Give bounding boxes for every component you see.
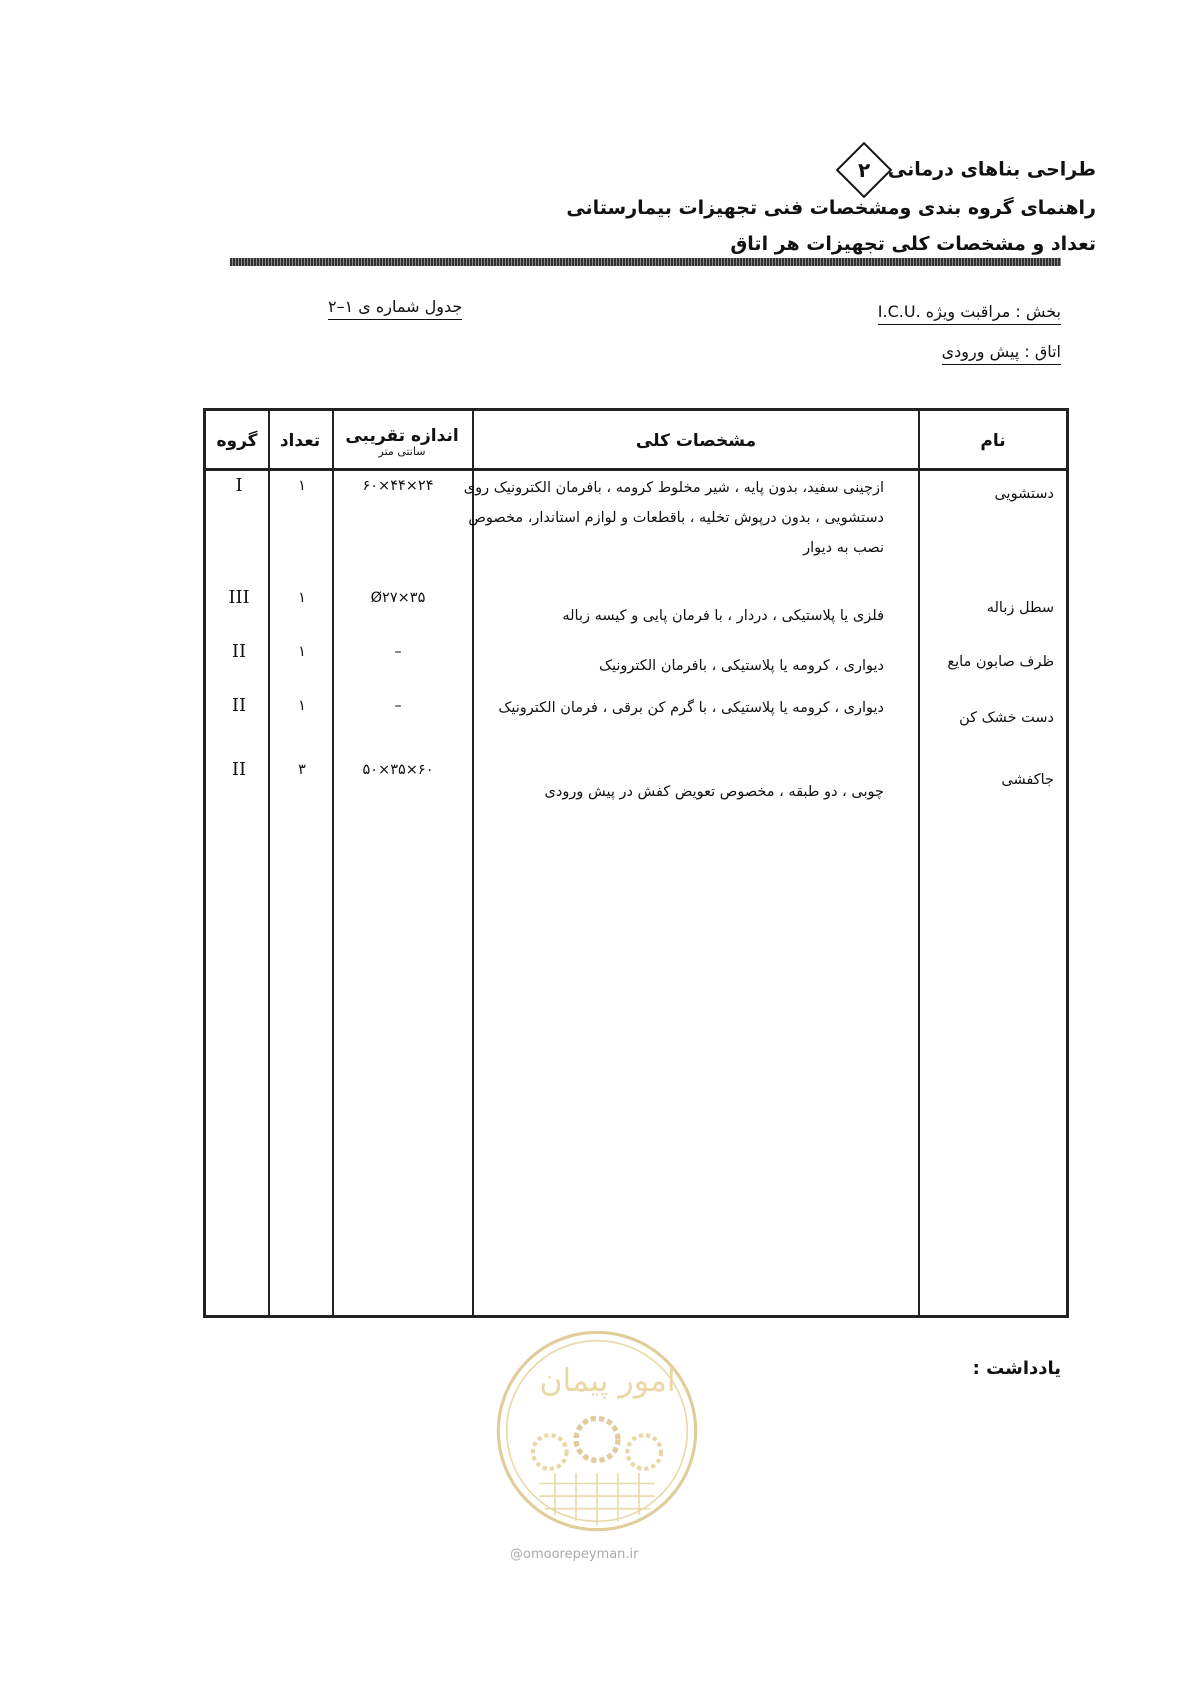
row-2-name: سطل زباله xyxy=(986,600,1054,616)
table-number: جدول شماره ی ۱–۲ xyxy=(328,297,462,316)
title-prefix: طراحی بناهای درمانی xyxy=(887,158,1096,181)
row-1-size: ۶۰×۴۴×۲۴ xyxy=(362,478,434,494)
room-label: اتاق : پیش ورودی xyxy=(942,342,1061,361)
row-5-group: II xyxy=(231,759,247,780)
row-4-spec: دیواری ، کرومه یا پلاستیکی ، با گرم کن برقی ، فرمان الکترونیک xyxy=(498,700,884,716)
row-3-size: – xyxy=(394,644,402,660)
row-2-qty: ۱ xyxy=(298,590,306,606)
row-4-qty: ۱ xyxy=(298,698,306,714)
row-3-qty: ۱ xyxy=(298,644,306,660)
row-2-spec: فلزی یا پلاستیکی ، دردار ، با فرمان پایی و کیسه زباله xyxy=(562,608,884,624)
document-subtitle: راهنمای گروه بندی ومشخصات فنی تجهیزات بیمارستانی xyxy=(566,197,1096,219)
header-qty: تعداد xyxy=(279,431,321,451)
row-4-name: دست خشک کن xyxy=(959,710,1054,726)
table-header-row xyxy=(206,411,1066,471)
row-1-spec: ازچینی سفید، بدون پایه ، شیر مخلوط کرومه ، بافرمان الکترونیک روی دستشویی ، بدون درپوش تخلیه ، باقطعات و لوازم استاندار، مخصوص نصب به دیوار xyxy=(463,480,884,556)
document-title xyxy=(336,150,1096,190)
row-4-size: – xyxy=(394,698,402,714)
header-name: نام xyxy=(980,431,1006,451)
row-3-name: ظرف صابون مایع xyxy=(947,654,1054,670)
row-1-group: I xyxy=(235,475,243,496)
watermark-stamp xyxy=(492,1326,702,1536)
watermark-website: @omoorepeyman.ir xyxy=(510,1547,639,1562)
document-header xyxy=(336,150,1096,262)
header-divider xyxy=(230,258,1061,266)
row-4-group: II xyxy=(231,695,247,716)
equipment-table xyxy=(203,408,1069,1318)
header-spec: مشخصات کلی xyxy=(635,431,757,451)
row-5-qty: ۳ xyxy=(298,762,306,778)
column-divider xyxy=(268,411,270,1315)
row-2-group: III xyxy=(228,587,250,608)
row-1-name: دستشویی xyxy=(994,486,1054,502)
row-3-spec: دیواری ، کرومه یا پلاستیکی ، بافرمان الکترونیک xyxy=(598,658,884,674)
header-size: اندازه تقریبی سانتی متر xyxy=(345,425,459,458)
header-group: گروه xyxy=(216,431,258,451)
row-1-qty: ۱ xyxy=(298,478,306,494)
series-number: ۲ xyxy=(857,158,871,182)
column-divider xyxy=(332,411,334,1315)
notes-label: یادداشت : xyxy=(972,1358,1061,1379)
svg-text:امور پیمان: امور پیمان xyxy=(539,1363,676,1400)
row-5-name: جاکفشی xyxy=(1001,772,1054,788)
row-5-spec: چوبی ، دو طبقه ، مخصوص تعویض کفش در پیش ورودی xyxy=(544,784,884,800)
row-2-size: Ø۲۷×۳۵ xyxy=(370,590,426,606)
section-label: بخش : مراقبت ویژه .I.C.U xyxy=(878,302,1061,321)
row-5-size: ۵۰×۳۵×۶۰ xyxy=(362,762,434,778)
document-subtitle-2: تعداد و مشخصات کلی تجهیزات هر اتاق xyxy=(730,233,1096,255)
row-3-group: II xyxy=(231,641,247,662)
column-divider xyxy=(918,411,920,1315)
